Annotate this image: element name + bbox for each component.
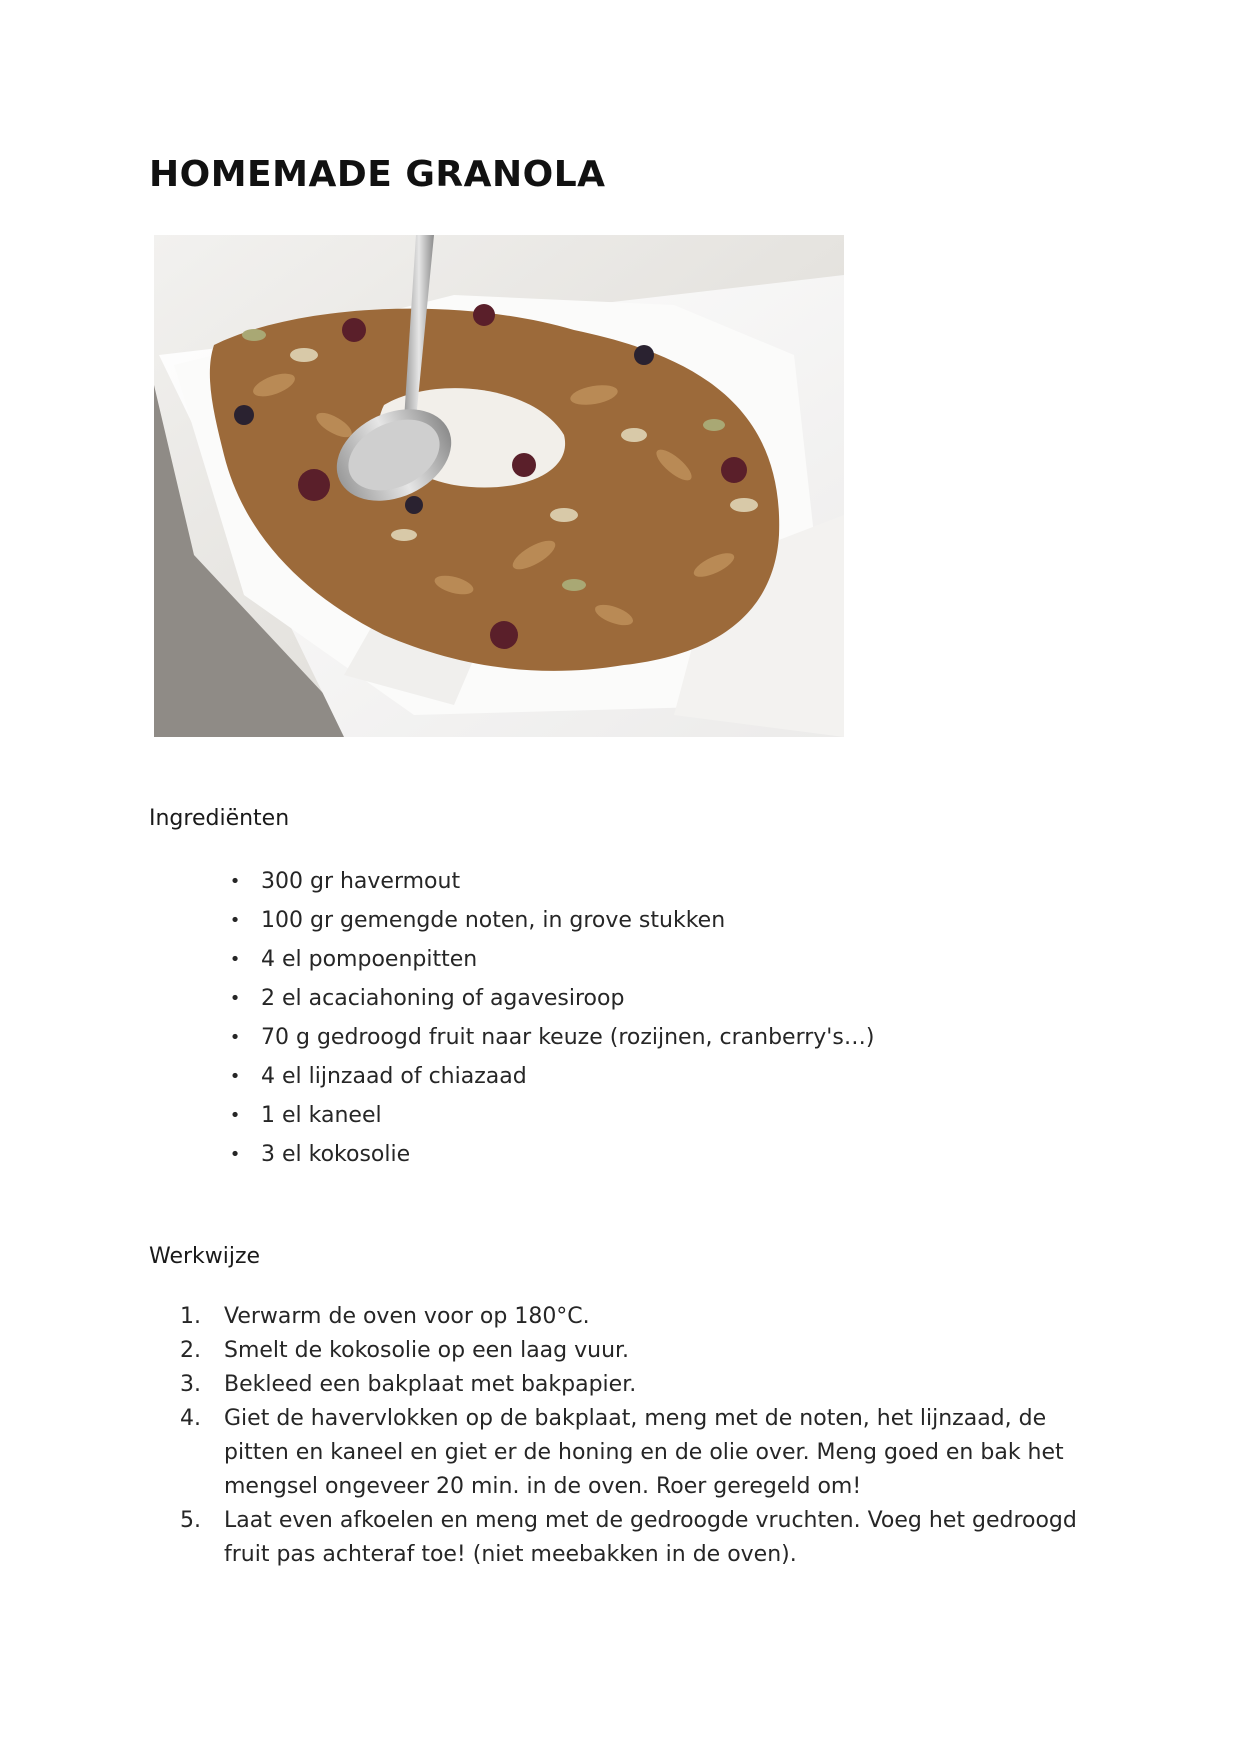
step-number: 5. — [180, 1508, 201, 1533]
list-item — [223, 1057, 1073, 1096]
list-item — [180, 1504, 1080, 1572]
bullet: • — [229, 871, 241, 892]
list-item — [223, 1096, 1073, 1135]
granola-illustration — [154, 235, 844, 737]
ingredient-text: 3 el kokosolie — [261, 1142, 411, 1167]
bullet: • — [229, 988, 241, 1009]
bullet: • — [229, 910, 241, 931]
ingredient-text: 4 el pompoenpitten — [261, 947, 478, 972]
step-text: Bekleed een bakplaat met bakpapier. — [224, 1372, 637, 1397]
bullet: • — [229, 1105, 241, 1126]
list-item — [180, 1402, 1080, 1504]
list-item — [223, 1018, 1073, 1057]
list-item — [223, 979, 1073, 1018]
list-item — [180, 1300, 1080, 1334]
step-number: 2. — [180, 1338, 201, 1363]
method-heading: Werkwijze — [149, 1244, 261, 1269]
ingredient-text: 4 el lijnzaad of chiazaad — [261, 1064, 527, 1089]
ingredient-text: 100 gr gemengde noten, in grove stukken — [261, 908, 726, 933]
bullet: • — [229, 1027, 241, 1048]
bullet: • — [229, 1066, 241, 1087]
bullet: • — [229, 1144, 241, 1165]
ingredient-text: 2 el acaciahoning of agavesiroop — [261, 986, 625, 1011]
granola-photo — [154, 235, 844, 737]
list-item — [180, 1368, 1080, 1402]
step-text: Giet de havervlokken op de bakplaat, meng met de noten, het lijnzaad, de pitten en kaneel en giet er de honing en de olie over. Meng goed en bak het mengsel ongeveer 20 min. in de oven. Roer geregeld om! — [224, 1406, 1064, 1499]
ingredient-text: 70 g gedroogd fruit naar keuze (rozijnen, cranberry's…) — [261, 1025, 875, 1050]
ingredient-text: 300 gr havermout — [261, 869, 461, 894]
ingredients-list — [223, 862, 1073, 1174]
step-text: Smelt de kokosolie op een laag vuur. — [224, 1338, 630, 1363]
list-item — [223, 862, 1073, 901]
page-title: HOMEMADE GRANOLA — [149, 154, 606, 195]
list-item — [223, 1135, 1073, 1174]
method-steps — [180, 1300, 1080, 1572]
ingredient-text: 1 el kaneel — [261, 1103, 382, 1128]
list-item — [223, 940, 1073, 979]
step-number: 1. — [180, 1304, 201, 1329]
step-text: Verwarm de oven voor op 180°C. — [224, 1304, 590, 1329]
list-item — [180, 1334, 1080, 1368]
bullet: • — [229, 949, 241, 970]
step-text: Laat even afkoelen en meng met de gedroogde vruchten. Voeg het gedroogd fruit pas achteraf toe! (niet meebakken in de oven). — [224, 1508, 1077, 1567]
list-item — [223, 901, 1073, 940]
ingredients-heading: Ingrediënten — [149, 806, 290, 831]
step-number: 3. — [180, 1372, 201, 1397]
step-number: 4. — [180, 1406, 201, 1431]
